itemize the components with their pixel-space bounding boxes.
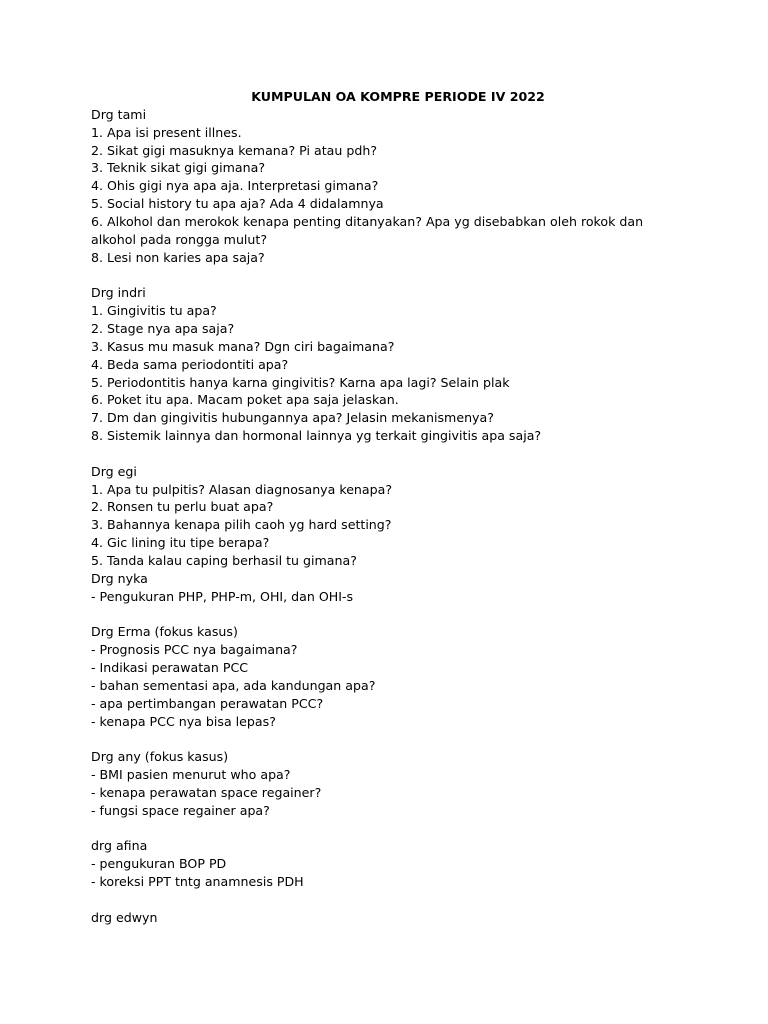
blank-line [91, 891, 691, 909]
blank-line [91, 820, 691, 838]
text-line: - apa pertimbangan perawatan PCC? [91, 695, 324, 711]
text-line: - BMI pasien menurut who apa? [91, 767, 291, 783]
document-title: KUMPULAN OA KOMPRE PERIODE IV 2022 [251, 89, 545, 104]
blank-line [91, 730, 691, 748]
text-line: Drg egi [91, 463, 137, 479]
text-line: 2. Stage nya apa saja? [91, 320, 235, 336]
text-line: 7. Dm dan gingivitis hubungannya apa? Jelasin mekanismenya? [91, 410, 494, 426]
text-line: 3. Bahannya kenapa pilih caoh yg hard setting? [91, 517, 392, 533]
text-line: Drg indri [91, 285, 146, 301]
blank-line [91, 605, 691, 623]
text-line: - Prognosis PCC nya bagaimana? [91, 642, 298, 658]
text-line: 6. Poket itu apa. Macam poket apa saja jelaskan. [91, 392, 399, 408]
text-line: alkohol pada rongga mulut? [91, 231, 268, 247]
blank-line [91, 266, 691, 284]
text-line: 4. Gic lining itu tipe berapa? [91, 535, 270, 551]
text-line: 5. Periodontitis hanya karna gingivitis? Karna apa lagi? Selain plak [91, 374, 510, 390]
text-line: 6. Alkohol dan merokok kenapa penting ditanyakan? Apa yg disebabkan oleh rokok dan [91, 213, 644, 229]
text-line: 1. Gingivitis tu apa? [91, 303, 217, 319]
text-line: - bahan sementasi apa, ada kandungan apa? [91, 677, 376, 693]
text-line: 2. Ronsen tu perlu buat apa? [91, 499, 274, 515]
text-line: - koreksi PPT tntg anamnesis PDH [91, 874, 304, 890]
document-page [91, 88, 691, 927]
text-line: 8. Lesi non karies apa saja? [91, 249, 265, 265]
text-line: 1. Apa isi present illnes. [91, 124, 242, 140]
text-line: drg edwyn [91, 909, 158, 925]
text-line: - kenapa perawatan space regainer? [91, 784, 322, 800]
text-line: 2. Sikat gigi masuknya kemana? Pi atau pdh? [91, 142, 378, 158]
text-line: 4. Ohis gigi nya apa aja. Interpretasi gimana? [91, 178, 379, 194]
text-line: 1. Apa tu pulpitis? Alasan diagnosanya kenapa? [91, 481, 393, 497]
text-line: 5. Social history tu apa aja? Ada 4 didalamnya [91, 196, 384, 212]
text-line: - Pengukuran PHP, PHP-m, OHI, dan OHI-s [91, 588, 354, 604]
text-line: Drg nyka [91, 570, 148, 586]
text-line: - Indikasi perawatan PCC [91, 660, 249, 675]
text-line: 4. Beda sama periodontiti apa? [91, 356, 289, 372]
text-line: Drg Erma (fokus kasus) [91, 624, 238, 640]
text-line: 3. Kasus mu masuk mana? Dgn ciri bagaimana? [91, 338, 395, 354]
document-body [91, 106, 691, 927]
text-line: - kenapa PCC nya bisa lepas? [91, 713, 276, 729]
text-line: 8. Sistemik lainnya dan hormonal lainnya yg terkait gingivitis apa saja? [91, 428, 542, 444]
text-line: Drg tami [91, 106, 147, 122]
text-line: - pengukuran BOP PD [91, 856, 227, 872]
text-line: 3. Teknik sikat gigi gimana? [91, 160, 266, 176]
text-line: 5. Tanda kalau caping berhasil tu gimana? [91, 552, 357, 568]
text-line: - fungsi space regainer apa? [91, 802, 270, 818]
blank-line [91, 445, 691, 463]
text-line: drg afina [91, 838, 148, 854]
text-line: Drg any (fokus kasus) [91, 749, 229, 765]
